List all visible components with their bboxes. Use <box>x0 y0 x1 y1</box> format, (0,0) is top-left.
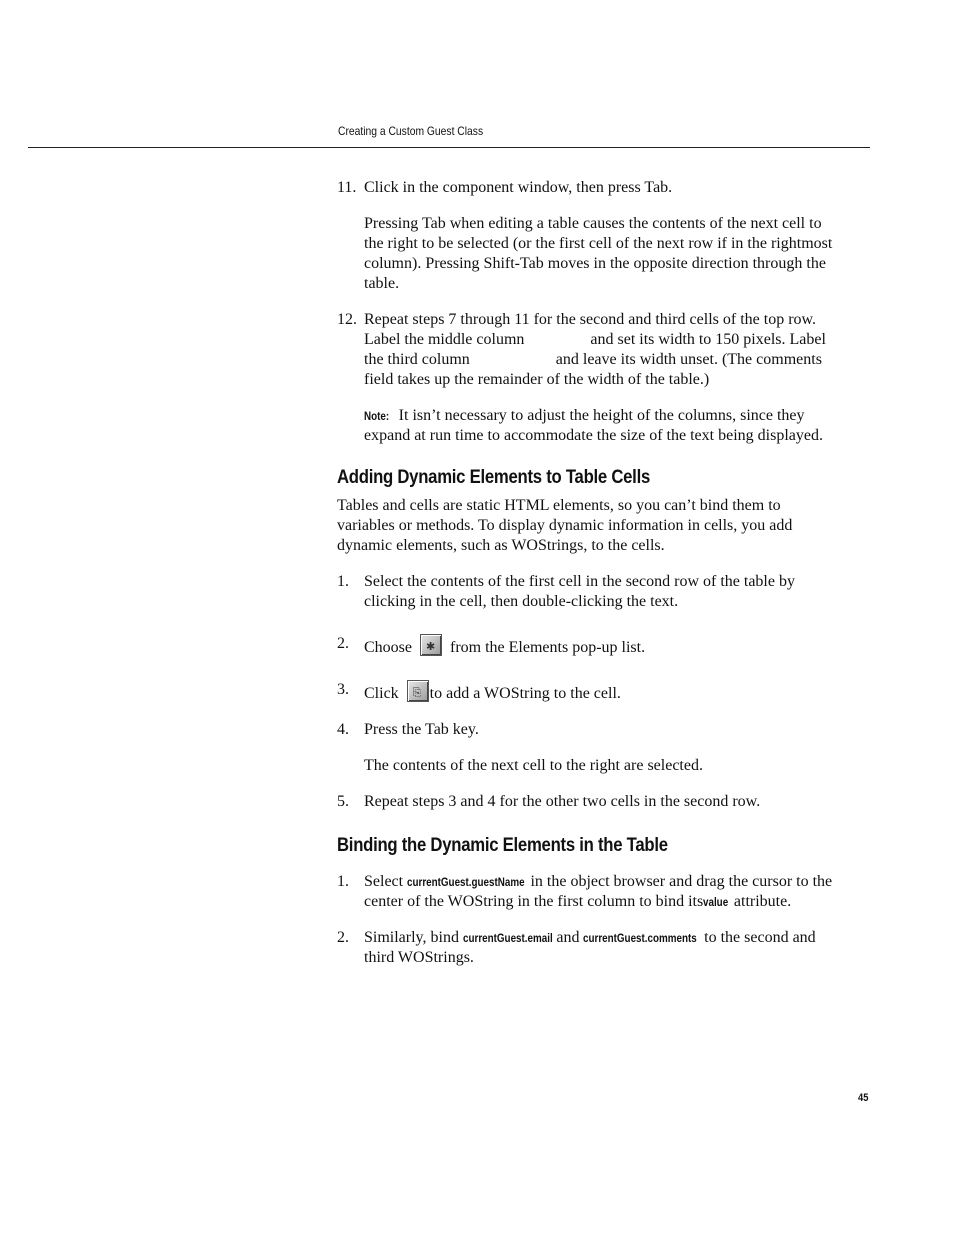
binding-step-2-post: to the second and third WOStrings. <box>364 929 816 966</box>
page-number: 45 <box>858 1092 869 1104</box>
dynamic-elements-icon: ✱ <box>420 634 442 656</box>
binding-step-2-pre: Similarly, bind <box>364 929 459 946</box>
section-heading-binding-dynamic-elements: Binding the Dynamic Elements in the Table <box>337 835 668 856</box>
step-number: 5. <box>337 793 349 810</box>
step-12-text-part3: and leave its width unset. (The comments field takes up the remainder of the width of the table.) <box>364 351 822 388</box>
code-guestname: currentGuest.guestName <box>407 875 525 889</box>
binding-step-1-post: attribute. <box>733 893 792 910</box>
step-12-text-part2: and set its width to 150 pixels. Label the third column <box>364 331 826 368</box>
step-text <box>364 928 842 968</box>
step-11-explanation: Pressing Tab when editing a table causes the contents of the next cell to the right to be selected (or the first cell of the next row if in the rightmost column). Pressing Shift-Tab moves in the opposite direction through the table. <box>364 215 833 292</box>
step-3 <box>337 680 842 704</box>
binding-step-2 <box>337 928 842 968</box>
step-number: 2. <box>337 929 349 946</box>
section-intro: Tables and cells are static HTML elements, so you can’t bind them to variables or methods. To display dynamic information in cells, you add dynamic elements, such as WOStrings, to the cells. <box>337 497 793 554</box>
step-text <box>364 310 842 390</box>
step-3-post: to add a WOString to the cell. <box>429 685 621 702</box>
step-12-text-part1: Repeat steps 7 through 11 for the second and third cells of the top row. Label the middle column <box>364 311 817 348</box>
step-4-result: The contents of the next cell to the right are selected. <box>364 757 703 774</box>
step-number: 3. <box>337 681 349 698</box>
note-label: Note: <box>364 409 390 423</box>
step-4 <box>337 720 842 740</box>
step-text: Repeat steps 3 and 4 for the other two cells in the second row. <box>364 793 761 810</box>
binding-step-2-mid: and <box>556 929 580 946</box>
step-text <box>364 634 842 658</box>
step-text: Press the Tab key. <box>364 721 479 738</box>
running-head: Creating a Custom Guest Class <box>338 124 484 138</box>
header-rule <box>28 147 870 148</box>
step-3-pre: Click <box>364 685 399 702</box>
note-text: It isn’t necessary to adjust the height of the columns, since they expand at run time to accommodate the size of the text being displayed. <box>364 407 823 444</box>
step-2-pre: Choose <box>364 639 412 656</box>
step-number: 4. <box>337 721 349 738</box>
step-number: 2. <box>337 635 349 652</box>
code-email: currentGuest.email <box>462 931 553 945</box>
step-2 <box>337 634 842 658</box>
step-text <box>364 872 842 912</box>
section-heading-adding-dynamic-elements: Adding Dynamic Elements to Table Cells <box>337 467 650 488</box>
step-1 <box>337 572 842 612</box>
step-number: 12. <box>337 311 357 328</box>
step-text: Select the contents of the first cell in the second row of the table by clicking in the cell, then double-clicking the text. <box>364 573 795 610</box>
step-2-post: from the Elements pop-up list. <box>450 639 646 656</box>
step-11 <box>337 178 842 198</box>
step-text: Click in the component window, then press Tab. <box>364 179 673 196</box>
binding-step-1-mid: in the object browser and drag the cursor to the center of the WOString in the first column to bind its <box>364 873 833 910</box>
step-text <box>364 680 842 704</box>
page-content <box>337 178 842 984</box>
code-comments: currentGuest.comments <box>583 931 698 945</box>
step-12 <box>337 310 842 390</box>
binding-step-1 <box>337 872 842 912</box>
step-number: 11. <box>337 179 357 196</box>
wostring-icon: ⎘ <box>407 680 429 702</box>
step-5 <box>337 792 842 812</box>
step-number: 1. <box>337 873 349 890</box>
code-value: value <box>703 895 729 909</box>
note <box>364 406 842 446</box>
step-number: 1. <box>337 573 349 590</box>
binding-step-1-pre: Select <box>364 873 404 890</box>
